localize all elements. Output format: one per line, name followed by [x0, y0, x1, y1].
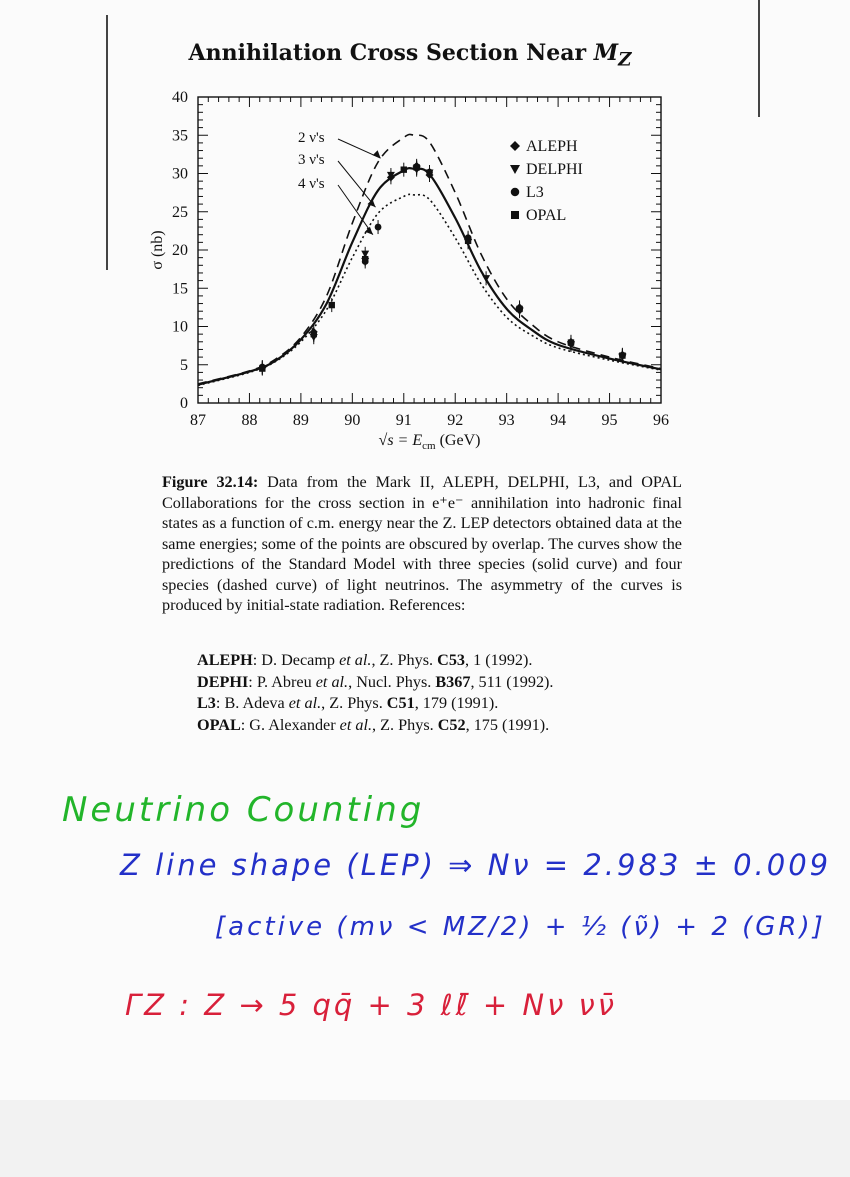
data-point-opal — [516, 306, 522, 312]
reference-etal: et al. — [284, 694, 322, 712]
legend-marker-opal — [511, 211, 519, 219]
reference-authors: : G. Alexander — [240, 715, 336, 734]
data-point-opal — [413, 164, 419, 170]
x-tick-label: 91 — [395, 412, 412, 429]
reference-experiment: DEPHI — [197, 672, 249, 691]
y-tick-label: 0 — [180, 395, 188, 412]
data-point-opal — [311, 331, 317, 337]
data-point-l3 — [375, 224, 382, 231]
reference-etal: et al. — [311, 672, 349, 691]
handwritten-line-shape: Z line shape (LEP) ⇒ Nν = 2.983 ± 0.009 — [120, 848, 832, 882]
caption-text: Data from the Mark II, ALEPH, DELPHI, L3, and OPAL Collaborations for the cross section in e⁺e⁻ annihilation into hadronic final states as a function of c.m. energy near the Z. LEP detectors obtained data at the same energies; some of the points are obscured by overlap. The curves show the predictions of the Standard Model with three species (solid curve) and four species (dashed curve) of light neutrinos. The asymmetry of the curves is produced by initial-state radiation. References: — [162, 473, 682, 614]
legend-marker-l3 — [511, 188, 520, 197]
x-axis-label: $√s = E_{cm}$ (GeV) — [378, 432, 481, 452]
caption-label: Figure 32.14: — [162, 473, 259, 491]
reference-item — [197, 715, 677, 737]
curve-label: 3 ν's — [298, 152, 325, 168]
reference-item — [197, 650, 677, 672]
y-tick-label: 15 — [172, 280, 188, 298]
plot-frame — [198, 97, 661, 403]
x-tick-label: 94 — [550, 412, 567, 429]
reference-experiment: OPAL — [197, 715, 241, 734]
reference-journal: , Z. Phys. — [372, 715, 438, 734]
data-point-delphi — [482, 275, 490, 282]
y-tick-label: 20 — [172, 242, 188, 259]
figure-caption — [162, 472, 682, 616]
curve-4-neutrinos — [198, 194, 661, 385]
curve-label: 4 ν's — [298, 176, 325, 192]
curve-label-arrow — [338, 161, 375, 207]
x-tick-label: 87 — [190, 412, 206, 429]
handwritten-heading: Neutrino Counting — [62, 790, 425, 830]
legend-label: ALEPH — [526, 138, 578, 155]
curve-label-arrowhead — [373, 150, 381, 158]
reference-volume: C51 — [386, 694, 415, 712]
x-tick-label: 95 — [601, 412, 618, 429]
y-tick-label: 5 — [180, 356, 188, 374]
reference-authors: : B. Adeva — [215, 694, 285, 712]
reference-experiment: L3 — [197, 694, 216, 712]
y-axis-label: σ (nb) — [149, 230, 166, 270]
reference-item — [197, 693, 677, 715]
legend-marker-delphi — [510, 165, 520, 174]
legend-label: OPAL — [526, 207, 567, 224]
legend-label: L3 — [526, 184, 544, 201]
reference-rest: , 175 (1991). — [465, 715, 550, 734]
y-tick-label: 40 — [172, 89, 188, 106]
data-point-opal — [465, 238, 471, 244]
x-tick-label: 93 — [498, 412, 515, 429]
reference-etal: et al. — [335, 651, 372, 669]
cross-section-chart — [0, 0, 850, 460]
reference-item — [197, 672, 677, 694]
reference-experiment: ALEPH — [197, 651, 253, 669]
curve-label: 2 ν's — [298, 130, 325, 146]
reference-etal: et al. — [335, 715, 373, 734]
reference-rest: , 1 (1992). — [465, 651, 533, 669]
data-point-opal — [619, 352, 625, 358]
handwritten-z-width: ΓZ : Z → 5 qq̄ + 3 ℓℓ̄ + Nν νν̄ — [125, 988, 617, 1022]
x-tick-label: 92 — [447, 412, 464, 429]
legend-label: DELPHI — [526, 161, 583, 178]
reference-rest: , 179 (1991). — [414, 694, 499, 712]
reference-authors: : D. Decamp — [252, 651, 336, 669]
reference-volume: C52 — [437, 715, 466, 734]
reference-volume: B367 — [435, 672, 471, 691]
reference-authors: : P. Abreu — [248, 672, 312, 691]
x-tick-label: 96 — [653, 412, 669, 429]
data-point-opal — [329, 302, 335, 308]
data-point-opal — [362, 256, 368, 262]
x-tick-label: 89 — [292, 412, 309, 429]
data-point-opal — [568, 339, 574, 345]
data-point-opal — [401, 166, 407, 172]
x-tick-label: 88 — [241, 412, 258, 429]
chart-title-symbol: M — [593, 40, 619, 66]
scan-bottom-margin — [0, 1100, 850, 1177]
data-point-l3 — [426, 169, 433, 176]
reference-journal: , Z. Phys. — [321, 694, 387, 712]
data-point-opal — [259, 365, 265, 371]
handwritten-active-note: [active (mν < MZ/2) + ½ (ν̃) + 2 (GR)] — [215, 912, 826, 942]
x-tick-label: 90 — [344, 412, 361, 429]
y-tick-label: 25 — [172, 203, 188, 221]
reference-journal: , Nucl. Phys. — [348, 672, 436, 691]
y-tick-label: 35 — [172, 127, 188, 145]
reference-volume: C53 — [437, 651, 466, 669]
chart-title-text: Annihilation Cross Section Near — [188, 40, 594, 66]
reference-list — [197, 650, 677, 736]
chart-title-subscript: Z — [618, 49, 632, 71]
legend-marker-aleph — [510, 141, 520, 151]
reference-journal: , Z. Phys. — [371, 651, 438, 669]
y-tick-label: 10 — [172, 318, 188, 336]
reference-rest: , 511 (1992). — [470, 672, 554, 691]
curve-label-arrowhead — [365, 227, 373, 235]
y-tick-label: 30 — [172, 165, 188, 183]
